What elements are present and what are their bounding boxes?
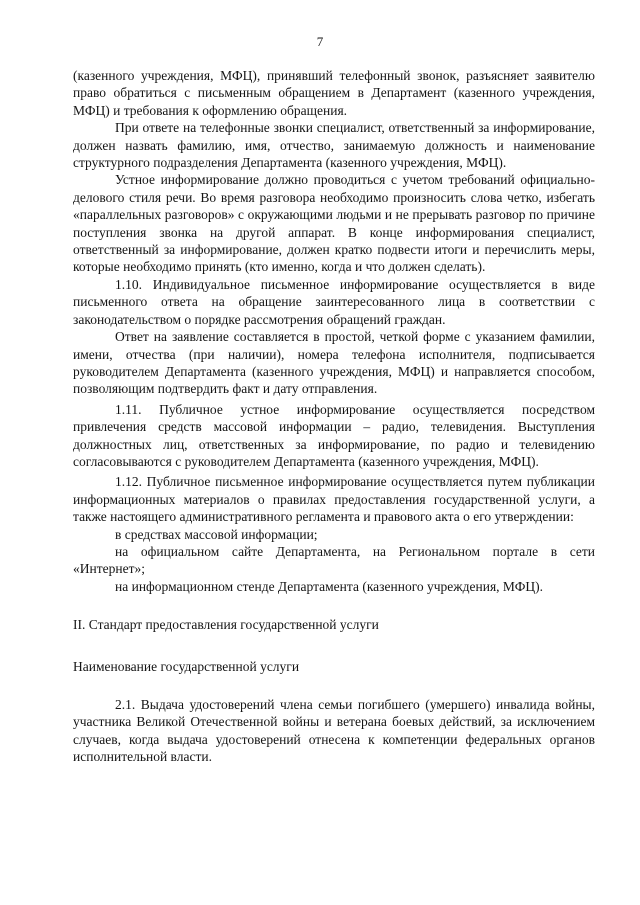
paragraph-phone-answer: При ответе на телефонные звонки специалист, ответственный за информирование, должен назвать фамилию, имя, отчество, занимаемую должность и наименование структурного подразделения Департамента (казенного учреждения, МФЦ).: [73, 120, 595, 171]
section-heading: II. Стандарт предоставления государственной услуги: [73, 617, 379, 633]
paragraph-response: Ответ на заявление составляется в простой, четкой форме с указанием фамилии, имени, отчества (при наличии), номера телефона исполнителя, подписывается руководителем Департамента (казенного учреждения, МФЦ) и направляется способом, позволяющим подтвердить факт и дату отправления.: [73, 329, 595, 397]
paragraph-oral-informing: Устное информирование должно проводиться с учетом требований официально-делового стиля речи. Во время разговора необходимо произносить слова четко, избегать «параллельных разговоров» с окружающими людьми и не прерывать разговор по причине поступления звонка на другой аппарат. В конце информирования специалист, ответственный за информирование, должен кратко подвести итоги и перечислить меры, которые необходимо принять (кто именно, когда и что должен сделать).: [73, 172, 595, 275]
paragraph-1-12: 1.12. Публичное письменное информирование осуществляется путем публикации информационных материалов о правилах предоставления государственной услуги, а также настоящего административного регламента и правового акта о его утверждении:: [73, 474, 595, 525]
paragraph-1-11: 1.11. Публичное устное информирование осуществляется посредством привлечения средств массовой информации – радио, телевидения. Выступления должностных лиц, ответственных за информирование, по радио и телевидению согласовываются с руководителем Департамента (казенного учреждения, МФЦ).: [73, 401, 595, 469]
paragraph-2-1: 2.1. Выдача удостоверений члена семьи погибшего (умершего) инвалида войны, участника Великой Отечественной войны и ветерана боевых действий, за исключением случаев, когда выдача удостоверений отнесена к компетенции федеральных органов исполнительной власти.: [73, 697, 595, 765]
subsection-heading: Наименование государственной услуги: [73, 658, 300, 674]
paragraph-1-10: 1.10. Индивидуальное письменное информирование осуществляется в виде письменного ответа на обращение заинтересованного лица в соответствии с законодательством о порядке рассмотрения обращений граждан.: [73, 276, 595, 327]
document-body: [73, 67, 595, 766]
paragraph-continuation: (казенного учреждения, МФЦ), принявший телефонный звонок, разъясняет заявителю право обратиться с письменным обращением в Департамент (казенного учреждения, МФЦ) и требования к оформлению обращения.: [73, 68, 595, 118]
list-item-mass-media: в средствах массовой информации;: [115, 526, 318, 542]
list-item-official-site: на официальном сайте Департамента, на Региональном портале в сети «Интернет»;: [73, 543, 595, 577]
list-item-info-stand: на информационном стенде Департамента (казенного учреждения, МФЦ).: [115, 578, 544, 594]
page-number: 7: [316, 34, 324, 49]
